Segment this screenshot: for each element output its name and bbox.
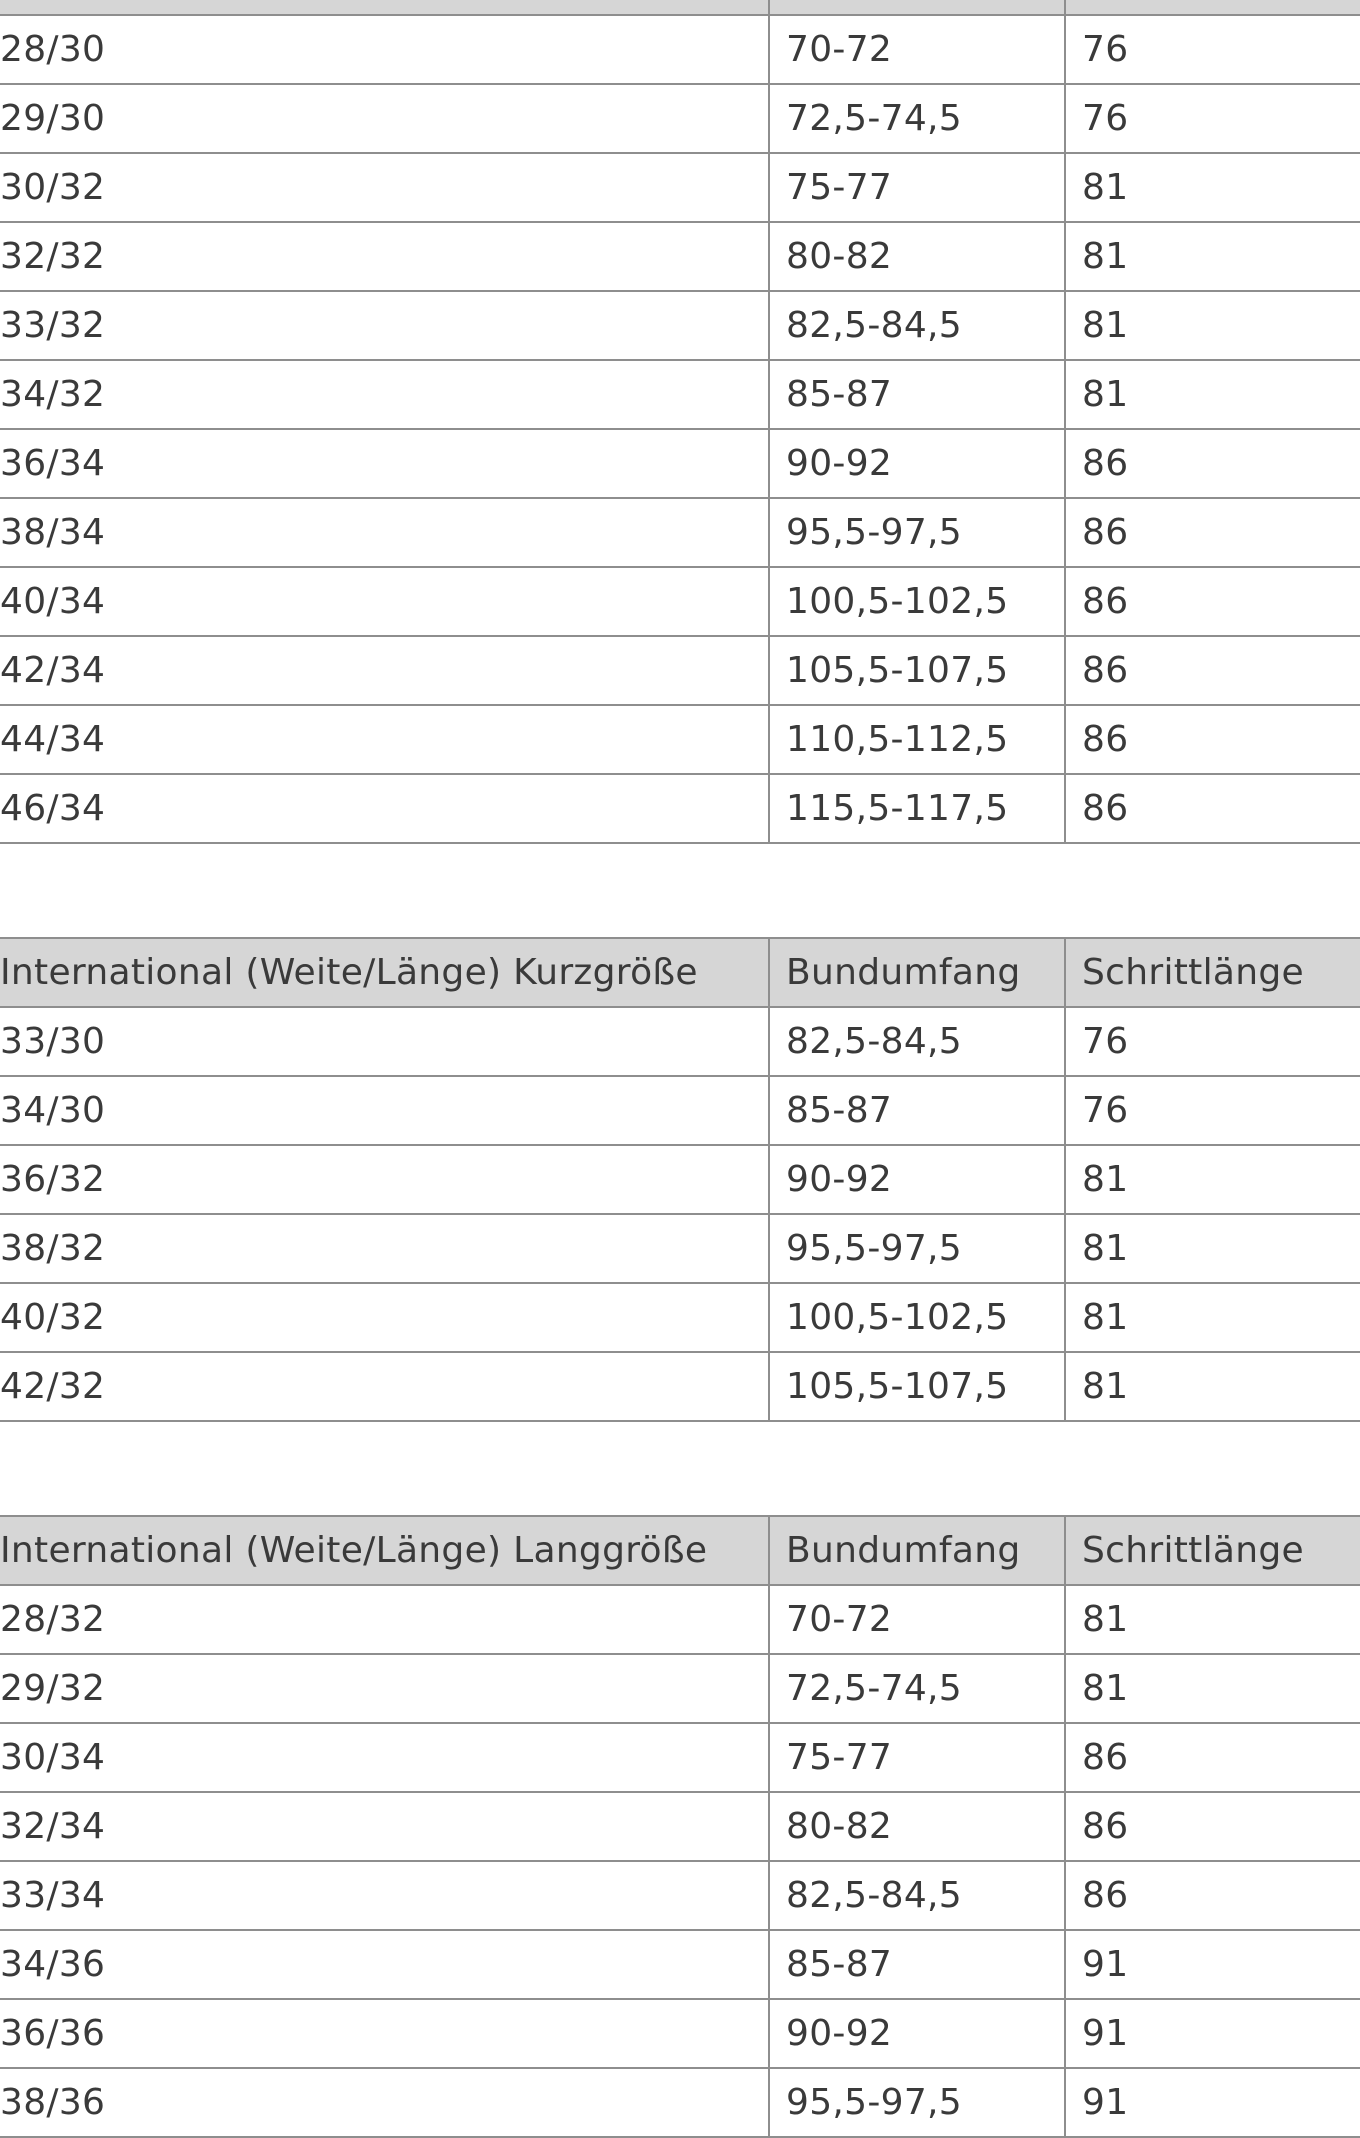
- size-cell: 30/32: [0, 153, 769, 222]
- size-cell: 32/34: [0, 1792, 769, 1861]
- waist-cell: 90-92: [769, 1145, 1065, 1214]
- waist-cell: 75-77: [769, 1723, 1065, 1792]
- inseam-cell: 86: [1065, 1861, 1360, 1930]
- size-cell: 29/30: [0, 84, 769, 153]
- table-row: [0, 2068, 1360, 2137]
- waist-cell: 70-72: [769, 15, 1065, 84]
- table-header-row: [0, 0, 1360, 15]
- table-row: [0, 429, 1360, 498]
- table-row: [0, 222, 1360, 291]
- waist-cell: 90-92: [769, 429, 1065, 498]
- header-bundumfang: Bundumfang: [769, 1516, 1065, 1585]
- size-table-long: [0, 1515, 1360, 2138]
- table-row: [0, 15, 1360, 84]
- size-cell: 28/30: [0, 15, 769, 84]
- size-cell: 32/32: [0, 222, 769, 291]
- size-cell: 36/32: [0, 1145, 769, 1214]
- table-row: [0, 1145, 1360, 1214]
- size-cell: 36/36: [0, 1999, 769, 2068]
- table-row: [0, 774, 1360, 843]
- table-header-row: [0, 938, 1360, 1007]
- header-international: International (Weite/Länge) Kurzgröße: [0, 938, 769, 1007]
- size-table-short: [0, 937, 1360, 1422]
- size-cell: 33/30: [0, 1007, 769, 1076]
- table-row: [0, 636, 1360, 705]
- table-row: [0, 84, 1360, 153]
- inseam-cell: 81: [1065, 1145, 1360, 1214]
- size-cell: 34/32: [0, 360, 769, 429]
- size-cell: 34/30: [0, 1076, 769, 1145]
- waist-cell: 95,5-97,5: [769, 2068, 1065, 2137]
- table-row: [0, 1352, 1360, 1421]
- waist-cell: 82,5-84,5: [769, 1007, 1065, 1076]
- waist-cell: 82,5-84,5: [769, 1861, 1065, 1930]
- size-cell: 42/34: [0, 636, 769, 705]
- size-cell: 34/36: [0, 1930, 769, 1999]
- waist-cell: 80-82: [769, 1792, 1065, 1861]
- waist-cell: 82,5-84,5: [769, 291, 1065, 360]
- waist-cell: 110,5-112,5: [769, 705, 1065, 774]
- inseam-cell: 81: [1065, 1585, 1360, 1654]
- waist-cell: 85-87: [769, 1930, 1065, 1999]
- waist-cell: 70-72: [769, 1585, 1065, 1654]
- size-cell: 46/34: [0, 774, 769, 843]
- inseam-cell: 86: [1065, 1792, 1360, 1861]
- size-cell: 30/34: [0, 1723, 769, 1792]
- inseam-cell: 81: [1065, 153, 1360, 222]
- inseam-cell: 86: [1065, 1723, 1360, 1792]
- waist-cell: 80-82: [769, 222, 1065, 291]
- waist-cell: 100,5-102,5: [769, 567, 1065, 636]
- inseam-cell: 81: [1065, 1283, 1360, 1352]
- waist-cell: 85-87: [769, 1076, 1065, 1145]
- inseam-cell: 86: [1065, 498, 1360, 567]
- header-schrittlaenge: Schrittlänge: [1065, 1516, 1360, 1585]
- size-cell: 38/36: [0, 2068, 769, 2137]
- inseam-cell: 91: [1065, 1999, 1360, 2068]
- waist-cell: 75-77: [769, 153, 1065, 222]
- table-row: [0, 1999, 1360, 2068]
- header-bundumfang: [769, 0, 1065, 15]
- size-cell: 36/34: [0, 429, 769, 498]
- table-row: [0, 1723, 1360, 1792]
- table-header-row: [0, 1516, 1360, 1585]
- inseam-cell: 76: [1065, 1076, 1360, 1145]
- size-cell: 44/34: [0, 705, 769, 774]
- waist-cell: 100,5-102,5: [769, 1283, 1065, 1352]
- header-schrittlaenge: Schrittlänge: [1065, 938, 1360, 1007]
- table-row: [0, 1076, 1360, 1145]
- inseam-cell: 81: [1065, 222, 1360, 291]
- header-international: [0, 0, 769, 15]
- table-row: [0, 1792, 1360, 1861]
- inseam-cell: 81: [1065, 291, 1360, 360]
- table-row: [0, 153, 1360, 222]
- table-row: [0, 1654, 1360, 1723]
- inseam-cell: 86: [1065, 429, 1360, 498]
- waist-cell: 85-87: [769, 360, 1065, 429]
- waist-cell: 72,5-74,5: [769, 84, 1065, 153]
- waist-cell: 105,5-107,5: [769, 636, 1065, 705]
- size-table-standard: [0, 0, 1360, 844]
- inseam-cell: 86: [1065, 636, 1360, 705]
- inseam-cell: 91: [1065, 1930, 1360, 1999]
- table-row: [0, 705, 1360, 774]
- inseam-cell: 86: [1065, 774, 1360, 843]
- inseam-cell: 76: [1065, 1007, 1360, 1076]
- table-row: [0, 1930, 1360, 1999]
- waist-cell: 95,5-97,5: [769, 1214, 1065, 1283]
- waist-cell: 115,5-117,5: [769, 774, 1065, 843]
- inseam-cell: 86: [1065, 705, 1360, 774]
- waist-cell: 95,5-97,5: [769, 498, 1065, 567]
- inseam-cell: 76: [1065, 84, 1360, 153]
- inseam-cell: 76: [1065, 15, 1360, 84]
- table-row: [0, 360, 1360, 429]
- size-cell: 42/32: [0, 1352, 769, 1421]
- table-row: [0, 1283, 1360, 1352]
- table-row: [0, 1214, 1360, 1283]
- inseam-cell: 81: [1065, 360, 1360, 429]
- size-cell: 40/32: [0, 1283, 769, 1352]
- size-cell: 40/34: [0, 567, 769, 636]
- size-cell: 38/32: [0, 1214, 769, 1283]
- table-row: [0, 1861, 1360, 1930]
- waist-cell: 72,5-74,5: [769, 1654, 1065, 1723]
- inseam-cell: 86: [1065, 567, 1360, 636]
- inseam-cell: 91: [1065, 2068, 1360, 2137]
- size-cell: 28/32: [0, 1585, 769, 1654]
- inseam-cell: 81: [1065, 1214, 1360, 1283]
- table-row: [0, 1585, 1360, 1654]
- header-bundumfang: Bundumfang: [769, 938, 1065, 1007]
- size-cell: 33/34: [0, 1861, 769, 1930]
- size-cell: 33/32: [0, 291, 769, 360]
- table-row: [0, 291, 1360, 360]
- inseam-cell: 81: [1065, 1352, 1360, 1421]
- table-row: [0, 567, 1360, 636]
- table-row: [0, 1007, 1360, 1076]
- waist-cell: 105,5-107,5: [769, 1352, 1065, 1421]
- size-cell: 29/32: [0, 1654, 769, 1723]
- size-cell: 38/34: [0, 498, 769, 567]
- inseam-cell: 81: [1065, 1654, 1360, 1723]
- header-international: International (Weite/Länge) Langgröße: [0, 1516, 769, 1585]
- table-row: [0, 498, 1360, 567]
- header-schrittlaenge: [1065, 0, 1360, 15]
- waist-cell: 90-92: [769, 1999, 1065, 2068]
